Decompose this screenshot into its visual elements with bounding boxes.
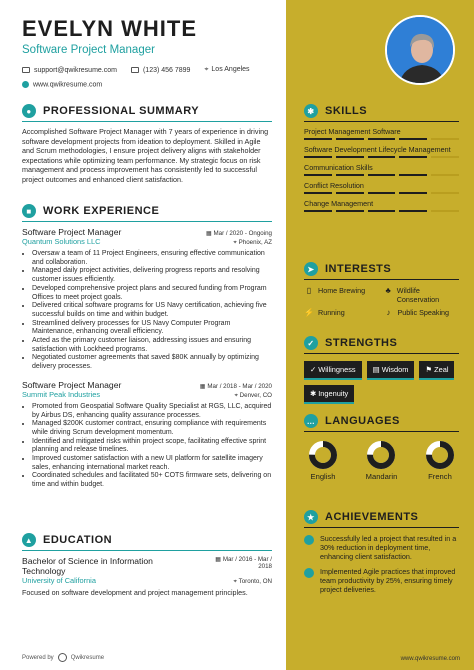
job-bullet: • Oversaw a team of 11 Project Engineers, ensuring effective communication and collaboration. bbox=[32, 250, 272, 267]
job-bullet: • Streamlined delivery processes for US Navy Computer Program Maintenance, enhancing overall efficiency. bbox=[32, 320, 272, 337]
interest-label: Running bbox=[318, 308, 345, 317]
lightbulb-icon: ✱ bbox=[304, 104, 318, 118]
summary-text: Accomplished Software Project Manager with 7 years of experience in driving software development projects from ideation to deployment. Skilled in Agile and Scrum methodologies, I ensure project delivery aligns with stakeholder expectations while optimizing team performance. My strategic focus on risk management and process improvement has consistently led to successful project outcomes and enhanced client satisfaction. bbox=[22, 127, 269, 184]
language-level-ring bbox=[308, 440, 338, 470]
strength-tag bbox=[304, 361, 362, 380]
candidate-name: EVELYN WHITE bbox=[22, 16, 197, 41]
website-text: www.qwikresume.com bbox=[33, 81, 103, 89]
job-bullet: • Acted as the primary customer liaison, addressing issues and ensuring satisfaction with Lockheed programs. bbox=[32, 337, 272, 354]
achievement-text: Implemented Agile practices that improved team productivity by 25%, ensuring timely project deliveries. bbox=[320, 567, 456, 594]
job-location: ⌖ Denver, CO bbox=[234, 391, 272, 399]
mail-icon bbox=[22, 67, 30, 73]
phone-icon bbox=[131, 67, 139, 73]
job-date: ▦ Mar / 2020 - Ongoing bbox=[205, 230, 272, 237]
skill-level-bar bbox=[304, 174, 459, 176]
language-level-ring bbox=[366, 440, 396, 470]
brand-text: Qwikresume bbox=[70, 654, 105, 661]
phone-contact[interactable] bbox=[131, 67, 190, 74]
interests-list bbox=[304, 286, 459, 317]
thumbs-up-icon: ✓ bbox=[310, 365, 319, 374]
interest-item bbox=[304, 308, 380, 317]
skill-level-bar bbox=[304, 156, 459, 158]
job-bullet: • Managed $200K customer contract, ensuring compliance with requirements while driving Scrum development momentum. bbox=[32, 420, 272, 437]
school-name: University of California bbox=[22, 576, 96, 585]
language-item bbox=[308, 440, 338, 481]
interests-heading-text: INTERESTS bbox=[325, 263, 392, 275]
education-entry bbox=[22, 556, 272, 598]
degree-title: Bachelor of Science in Information Technology bbox=[22, 556, 153, 576]
job-title: Software Project Manager bbox=[22, 227, 122, 237]
education-section bbox=[22, 533, 272, 598]
education-heading bbox=[22, 533, 272, 551]
trophy-icon: ★ bbox=[304, 510, 318, 524]
language-label: English bbox=[310, 472, 336, 481]
job-location: ⌖ Phoenix, AZ bbox=[233, 239, 272, 246]
skill-level-bar bbox=[304, 138, 459, 140]
interest-label: Wildlife Conservation bbox=[396, 286, 440, 304]
strength-tag bbox=[304, 385, 354, 404]
interest-item bbox=[384, 308, 460, 317]
language-item bbox=[425, 440, 455, 481]
job-title: Software Project Manager bbox=[22, 379, 122, 390]
achievements-heading bbox=[304, 510, 459, 528]
strengths-heading-text: STRENGTHS bbox=[325, 337, 398, 349]
profile-photo bbox=[385, 15, 455, 85]
skill-item bbox=[304, 181, 459, 194]
strength-tags bbox=[304, 361, 459, 404]
book-icon: ▤ bbox=[372, 365, 382, 374]
job-bullets bbox=[22, 403, 272, 490]
summary-section bbox=[22, 104, 272, 185]
location-pin-icon: ⌖ bbox=[204, 66, 209, 73]
strength-label: Zeal bbox=[434, 365, 449, 374]
language-label: French bbox=[428, 472, 452, 481]
job-bullet: • Developed comprehensive project plans and secured funding from Program Offices to meet project goals. bbox=[32, 285, 272, 302]
languages-heading-text: LANGUAGES bbox=[325, 415, 400, 427]
skills-heading bbox=[304, 104, 459, 122]
education-heading-text: EDUCATION bbox=[43, 534, 113, 546]
globe-icon bbox=[22, 81, 29, 88]
flag-icon: ⚑ bbox=[425, 365, 435, 374]
strength-label: Ingenuity bbox=[318, 389, 349, 398]
skills-heading-text: SKILLS bbox=[325, 105, 368, 117]
languages-heading bbox=[304, 414, 459, 432]
graduation-cap-icon: ▲ bbox=[22, 533, 36, 547]
checkmark-icon bbox=[304, 535, 314, 545]
job-company: Summit Peak Industries bbox=[22, 389, 101, 399]
job-entry bbox=[22, 380, 272, 490]
email-contact[interactable] bbox=[22, 67, 117, 74]
languages-section bbox=[304, 414, 459, 481]
skills-section bbox=[304, 104, 459, 212]
job-entry bbox=[22, 227, 272, 372]
beer-icon: ▯ bbox=[306, 286, 312, 295]
job-bullets bbox=[22, 250, 272, 372]
strength-tag bbox=[419, 361, 454, 380]
contact-row bbox=[22, 66, 250, 74]
job-bullet: • Promoted from Geospatial Software Quality Specialist at RGS, LLC, acquired by Airbus DS, enhancing quality assurance processes. bbox=[32, 403, 272, 420]
person-icon: ● bbox=[22, 104, 36, 118]
thumbs-up-icon: ✓ bbox=[304, 336, 318, 350]
skill-item bbox=[304, 127, 459, 140]
skill-level-bar bbox=[304, 192, 459, 194]
powered-by bbox=[22, 653, 104, 662]
website-contact[interactable] bbox=[22, 81, 102, 88]
phone-text: (123) 456 7899 bbox=[142, 66, 191, 74]
powered-text: Powered by bbox=[22, 654, 54, 661]
language-item bbox=[366, 440, 398, 481]
job-bullet: • Managed daily project activities, delivering progress reports and resolving customer issues efficiently. bbox=[32, 267, 272, 284]
skill-name: Project Management Software bbox=[304, 127, 401, 136]
job-bullet: • Negotiated customer agreements that saved $80K annually by optimizing delivery processes. bbox=[32, 354, 272, 371]
achievement-item bbox=[304, 567, 459, 594]
strength-label: Wisdom bbox=[381, 365, 409, 374]
job-bullet: • Identified and mitigated risks within project scope, facilitating effective sprint planning and release timelines. bbox=[32, 438, 272, 455]
skill-name: Communication Skills bbox=[304, 163, 373, 172]
qwikresume-logo-icon bbox=[58, 653, 67, 662]
interests-section bbox=[304, 262, 459, 317]
skill-name: Conflict Resolution bbox=[304, 181, 364, 190]
skill-name: Change Management bbox=[304, 199, 374, 208]
interest-item bbox=[304, 286, 380, 304]
interests-heading bbox=[304, 262, 459, 280]
skill-level-bar bbox=[304, 210, 459, 212]
languages-list bbox=[304, 440, 459, 481]
checkmark-icon bbox=[304, 568, 314, 578]
candidate-title: Software Project Manager bbox=[22, 44, 155, 56]
education-location: ⌖ Toronto, ON bbox=[233, 578, 272, 585]
job-bullet: • Coordinated schedules and facilitated 50+ COTS firmware sets, delivering on time and within budget. bbox=[32, 472, 272, 489]
interest-item bbox=[384, 286, 460, 304]
experience-heading-text: WORK EXPERIENCE bbox=[43, 205, 160, 217]
experience-heading bbox=[22, 204, 272, 222]
job-company: Quantum Solutions LLC bbox=[22, 237, 101, 246]
running-icon: ⚡ bbox=[304, 308, 314, 317]
summary-heading-text: PROFESSIONAL SUMMARY bbox=[43, 105, 200, 117]
leaf-icon: ♣ bbox=[385, 286, 391, 295]
language-label: Mandarin bbox=[365, 472, 398, 481]
achievement-text: Successfully led a project that resulted in a 30% reduction in deployment time, enhancing client satisfaction. bbox=[320, 534, 457, 561]
job-bullet: • Improved customer satisfaction with a new UI platform for satellite imagery sales, enhancing international market reach. bbox=[32, 455, 272, 472]
skill-item bbox=[304, 163, 459, 176]
achievement-item bbox=[304, 534, 459, 561]
interest-label: Public Speaking bbox=[397, 308, 450, 317]
skill-name: Software Development Lifecycle Management bbox=[304, 145, 451, 154]
strengths-section bbox=[304, 336, 459, 404]
microphone-icon: ♪ bbox=[386, 308, 391, 317]
lightbulb-icon: ✱ bbox=[310, 389, 319, 398]
summary-heading bbox=[22, 104, 272, 122]
strength-label: Willingness bbox=[318, 365, 356, 374]
language-level-ring bbox=[425, 440, 455, 470]
achievements-section bbox=[304, 510, 459, 594]
job-bullet: • Delivered critical software programs for US Navy certification, achieving five successful builds on time and within budget. bbox=[32, 302, 272, 319]
job-date: ▦ Mar / 2018 - Mar / 2020 bbox=[199, 382, 272, 390]
site-footer[interactable]: www.qwikresume.com bbox=[400, 656, 460, 662]
location-text: Los Angeles bbox=[211, 66, 250, 73]
skill-item bbox=[304, 145, 459, 158]
skill-item bbox=[304, 199, 459, 212]
achievements-heading-text: ACHIEVEMENTS bbox=[325, 511, 419, 523]
briefcase-icon: ■ bbox=[22, 204, 36, 218]
chat-icon: … bbox=[304, 414, 318, 428]
education-date: ▦ Mar / 2016 - Mar / 2018 bbox=[215, 556, 272, 570]
strengths-heading bbox=[304, 336, 459, 354]
email-text: support@qwikresume.com bbox=[34, 66, 117, 74]
paper-plane-icon: ➤ bbox=[304, 262, 318, 276]
interest-label: Home Brewing bbox=[318, 286, 366, 295]
location-contact bbox=[204, 66, 249, 74]
education-note: Focused on software development and project management principles. bbox=[22, 588, 248, 597]
experience-section bbox=[22, 204, 272, 490]
strength-tag bbox=[367, 361, 415, 380]
